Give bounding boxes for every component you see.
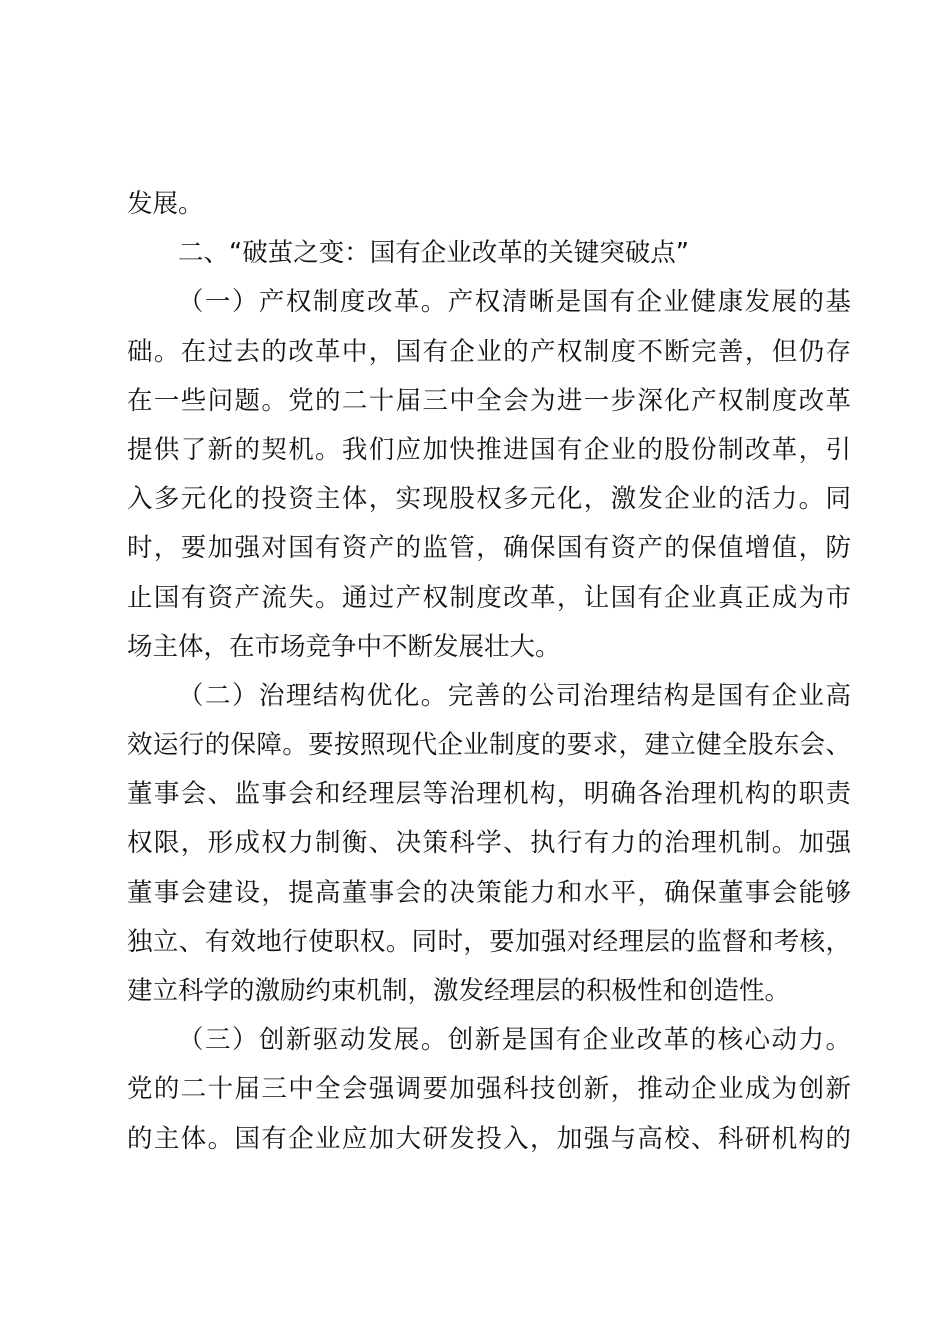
paragraph-line: 效运行的保障。要按照现代企业制度的要求，建立健全股东会、 [127, 730, 851, 761]
paragraph-line: 提供了新的契机。我们应加快推进国有企业的股份制改革，引 [127, 434, 851, 465]
paragraph-line: （三）创新驱动发展。创新是国有企业改革的核心动力。 [178, 1025, 851, 1056]
paragraph-line: 的主体。国有企业应加大研发投入，加强与高校、科研机构的 [127, 1123, 851, 1154]
paragraph-line: 独立、有效地行使职权。同时，要加强对经理层的监督和考核， [127, 926, 851, 957]
paragraph-line: 础。在过去的改革中，国有企业的产权制度不断完善，但仍存 [127, 336, 851, 367]
paragraph-line: 时，要加强对国有资产的监管，确保国有资产的保值增值，防 [127, 533, 851, 564]
paragraph-line: 场主体，在市场竞争中不断发展壮大。 [127, 631, 561, 662]
paragraph-line: 董事会建设，提高董事会的决策能力和水平，确保董事会能够 [127, 877, 851, 908]
paragraph-line: 董事会、监事会和经理层等治理机构，明确各治理机构的职责 [127, 779, 851, 810]
paragraph-line: 建立科学的激励约束机制，激发经理层的积极性和创造性。 [127, 976, 791, 1006]
paragraph-line: 在一些问题。党的二十届三中全会为进一步深化产权制度改革 [127, 385, 851, 416]
section-heading: 二、“破茧之变：国有企业改革的关键突破点” [178, 238, 689, 269]
paragraph-line: 权限，形成权力制衡、决策科学、执行有力的治理机制。加强 [127, 828, 851, 859]
paragraph-line: （一）产权制度改革。产权清晰是国有企业健康发展的基 [178, 287, 851, 318]
paragraph-line: （二）治理结构优化。完善的公司治理结构是国有企业高 [178, 680, 851, 711]
paragraph-line: 发展。 [127, 189, 204, 219]
paragraph-line: 入多元化的投资主体，实现股权多元化，激发企业的活力。同 [127, 484, 851, 515]
paragraph-line: 止国有资产流失。通过产权制度改革，让国有企业真正成为市 [127, 582, 851, 613]
document-body [127, 180, 851, 1164]
paragraph-line: 党的二十届三中全会强调要加强科技创新，推动企业成为创新 [127, 1074, 851, 1105]
